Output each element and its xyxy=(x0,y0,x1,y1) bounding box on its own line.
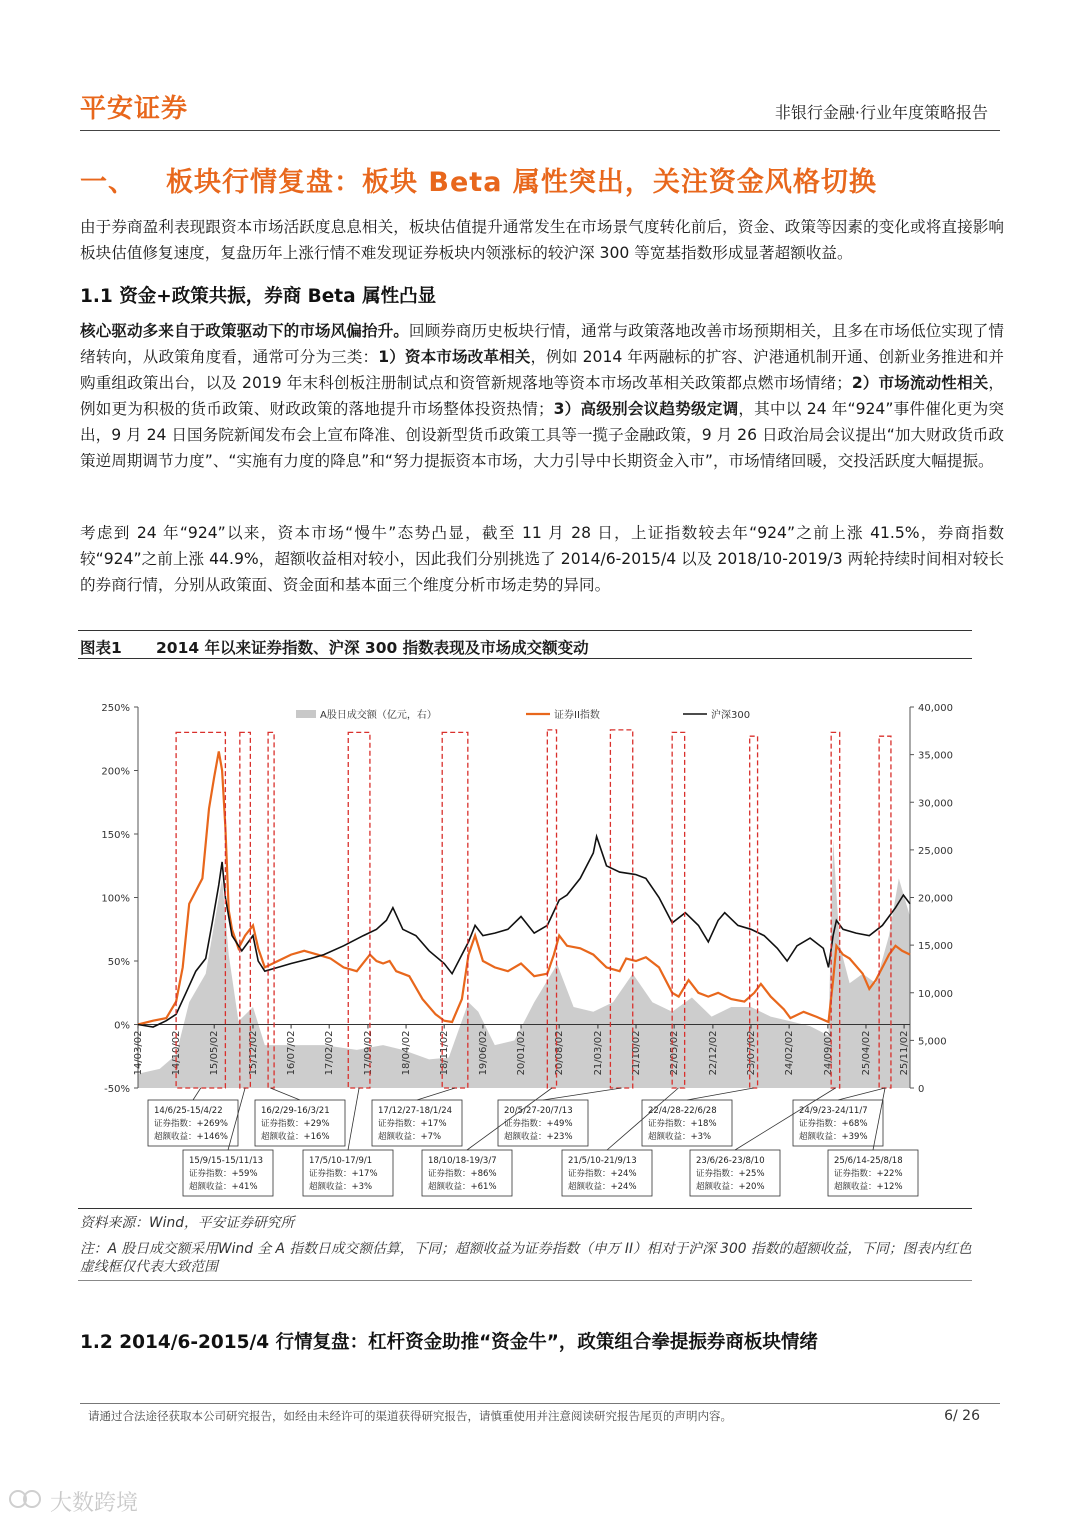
x-tick-label: 21/10/02 xyxy=(631,1030,643,1076)
x-tick-label: 20/01/02 xyxy=(516,1030,528,1076)
annotation-excess: 超额收益：+7% xyxy=(378,1132,442,1142)
annotation-excess: 超额收益：+3% xyxy=(309,1182,373,1192)
annotation-excess: 超额收益：+41% xyxy=(189,1182,258,1192)
section-heading xyxy=(80,160,877,199)
y-right-tick-label: 25,000 xyxy=(918,845,953,857)
annotation-excess: 超额收益：+146% xyxy=(154,1132,228,1142)
company-logo: 平安证券 xyxy=(80,94,189,124)
annotation-excess: 超额收益：+20% xyxy=(696,1182,765,1192)
x-tick-label: 20/08/02 xyxy=(554,1030,566,1076)
annotation-sec: 证券指数：+17% xyxy=(309,1169,378,1179)
y-right-tick-label: 0 xyxy=(918,1084,925,1095)
x-tick-label: 22/05/02 xyxy=(669,1030,681,1076)
figure-title-rule xyxy=(78,658,972,659)
x-tick-label: 23/07/02 xyxy=(746,1030,758,1076)
annotation-connector xyxy=(348,1088,359,1150)
header-divider xyxy=(80,130,1000,131)
point-1-label: 1）资本市场改革相关 xyxy=(378,348,531,366)
annotation-connector xyxy=(543,1088,622,1100)
legend-layer xyxy=(296,708,750,721)
x-tick-label: 25/11/02 xyxy=(899,1030,911,1076)
x-tick-label: 19/06/02 xyxy=(477,1030,489,1076)
y-right-tick-label: 5,000 xyxy=(918,1036,947,1048)
annotation-period: 24/9/23-24/11/7 xyxy=(799,1106,868,1116)
annotation-excess: 超额收益：+16% xyxy=(261,1132,330,1142)
annotation-connector xyxy=(417,1088,455,1100)
legend-label-securities: 证券II指数 xyxy=(554,710,600,721)
selection-paragraph: 考虑到 24 年“924”以来，资本市场“慢牛”态势凸显，截至 11 月 28 日，上证指数较去年“924”之前上涨 41.5%，券商指数较“924”之前上涨 44.9%，超额收益相对较小，因此我们分别挑选了 2014/6-2015/4 以及 2018/10-2019/3 两轮持续时间相对较长的券商行情，分别从政策面、资金面和基本面三个维度分析市场走势的异同。 xyxy=(80,524,1004,594)
watermark-icon xyxy=(8,1488,44,1510)
annotation-period: 25/6/14-25/8/18 xyxy=(834,1156,903,1166)
x-tick-label: 25/04/02 xyxy=(860,1030,872,1076)
annotation-connector xyxy=(270,1088,300,1100)
annotation-excess: 超额收益：+3% xyxy=(648,1132,712,1142)
report-category: 非银行金融·行业年度策略报告 xyxy=(774,103,988,122)
x-tick-label: 17/02/02 xyxy=(324,1030,336,1076)
annotation-sec: 证券指数：+29% xyxy=(261,1119,330,1129)
y-right-tick-label: 30,000 xyxy=(918,798,953,810)
y-left-tick-label: -50% xyxy=(104,1084,130,1095)
series-layer xyxy=(138,751,910,1027)
annotation-sec: 证券指数：+22% xyxy=(834,1169,903,1179)
annotation-sec: 证券指数：+17% xyxy=(378,1119,447,1129)
y-left-tick-label: 100% xyxy=(101,893,130,905)
figure-top-rule xyxy=(78,630,972,631)
annotation-period: 22/4/28-22/6/28 xyxy=(648,1106,717,1116)
figure-bottom-rule xyxy=(78,1208,972,1209)
highlight-box xyxy=(268,732,274,1088)
x-tick-label: 24/09/02 xyxy=(822,1030,834,1076)
annotation-period: 16/2/29-16/3/21 xyxy=(261,1106,330,1116)
point-2-text: ，例如更为积极的货币政策、财政政策的落地提升市场整体投资热情； xyxy=(80,374,1004,418)
x-tick-label: 18/04/02 xyxy=(401,1030,413,1076)
footer-divider xyxy=(80,1403,1000,1404)
subsection-1-2-title: 1.2 2014/6-2015/4 行情复盘：杠杆资金助推“资金牛”，政策组合拳提振券商板块情绪 xyxy=(80,1332,818,1353)
annotation-period: 18/10/18-19/3/7 xyxy=(428,1156,497,1166)
intro-paragraph: 由于券商盈利表现跟资本市场活跃度息息相关，板块估值提升通常发生在市场景气度转化前后，资金、政策等因素的变化或将直接影响板块估值修复速度，复盘历年上涨行情不难发现证券板块内领涨标的较沪深 300 等宽基指数形成显著超额收益。 xyxy=(80,218,1004,262)
annotation-layer xyxy=(148,1088,918,1196)
footer-disclaimer: 请通过合法途径获取本公司研究报告，如经由未经许可的渠道获得研究报告，请慎重使用并注意阅读研究报告尾页的声明内容。 xyxy=(88,1409,732,1423)
section-number: 一、 xyxy=(80,167,136,198)
legend-label-turnover: A股日成交额（亿元，右） xyxy=(320,710,437,721)
x-tick-label: 21/03/02 xyxy=(592,1030,604,1076)
figure-title: 2014 年以来证券指数、沪深 300 指数表现及市场成交额变动 xyxy=(156,639,589,657)
x-tick-label: 17/09/02 xyxy=(362,1030,374,1076)
legend-label-hs300: 沪深300 xyxy=(711,710,751,721)
annotation-period: 14/6/25-15/4/22 xyxy=(154,1106,223,1116)
point-3-label: 3）高级别会议趋势级定调 xyxy=(553,400,739,418)
annotation-connector xyxy=(687,1088,754,1100)
annotation-excess: 超额收益：+23% xyxy=(504,1132,573,1142)
annotation-period: 23/6/26-23/8/10 xyxy=(696,1156,765,1166)
annotation-period: 20/5/27-20/7/13 xyxy=(504,1106,573,1116)
annotation-excess: 超额收益：+12% xyxy=(834,1182,903,1192)
market-chart xyxy=(78,680,972,1200)
y-right-tick-label: 40,000 xyxy=(918,703,953,714)
page-number: 6/ 26 xyxy=(944,1408,980,1424)
y-left-tick-label: 50% xyxy=(107,957,130,968)
x-tick-label: 22/12/02 xyxy=(707,1030,719,1076)
annotation-excess: 超额收益：+39% xyxy=(799,1132,868,1142)
note-bottom-rule xyxy=(78,1280,972,1281)
section-title: 板块行情复盘：板块 Beta 属性突出，关注资金风格切换 xyxy=(166,167,877,198)
annotation-sec: 证券指数：+269% xyxy=(154,1119,228,1129)
point-2-label: 2）市场流动性相关 xyxy=(851,374,989,392)
annotation-sec: 证券指数：+25% xyxy=(696,1169,765,1179)
annotation-period: 17/12/27-18/1/24 xyxy=(378,1106,453,1116)
y-left-tick-label: 0% xyxy=(114,1020,130,1032)
annotation-sec: 证券指数：+59% xyxy=(189,1169,258,1179)
annotation-connector xyxy=(193,1088,201,1100)
y-right-tick-label: 20,000 xyxy=(918,893,953,905)
annotation-sec: 证券指数：+18% xyxy=(648,1119,717,1129)
x-tick-label: 14/10/02 xyxy=(171,1030,183,1076)
legend-swatch-turnover xyxy=(296,710,316,718)
x-tick-label: 18/11/02 xyxy=(439,1030,451,1076)
annotation-excess: 超额收益：+61% xyxy=(428,1182,497,1192)
annotation-excess: 超额收益：+24% xyxy=(568,1182,637,1192)
drivers-paragraph xyxy=(80,318,1004,474)
annotation-sec: 证券指数：+86% xyxy=(428,1169,497,1179)
y-left-tick-label: 250% xyxy=(101,703,130,714)
x-tick-label: 24/02/02 xyxy=(784,1030,796,1076)
securities-index-line xyxy=(138,751,910,1024)
x-tick-label: 16/07/02 xyxy=(286,1030,298,1076)
x-tick-label: 15/05/02 xyxy=(209,1030,221,1076)
y-right-tick-label: 10,000 xyxy=(918,988,953,1000)
point-3-text: ，其中以 24 年“924”事件催化更为突出，9 月 24 日国务院新闻发布会上宣布降准、创设新型货币政策工具等一揽子金融政策，9 月 26 日政治局会议提出“加大财政货币政策逆周期调节力度”、“实施有力度的降息”和“努力提振资本市场，大力引导中长期资金入市”，市场情绪回暖，交投活跃度大幅提振。 xyxy=(80,400,1004,470)
paragraph-text: 回顾券商历史板块行情，通常与政策落地改善市场预期相关，且多在市场低位实现了情绪转向，从政策角度看，通常可分为三类： xyxy=(80,322,1004,366)
figure-source: 资料来源：Wind，平安证券研究所 xyxy=(80,1215,295,1231)
chart-svg xyxy=(78,680,972,1200)
annotation-period: 17/5/10-17/9/1 xyxy=(309,1156,373,1166)
x-tick-label: 15/12/02 xyxy=(247,1030,259,1076)
y-right-tick-label: 35,000 xyxy=(918,750,953,762)
paragraph-lead: 核心驱动多来自于政策驱动下的市场风偏抬升。 xyxy=(80,322,409,340)
annotation-sec: 证券指数：+49% xyxy=(504,1119,573,1129)
annotation-sec: 证券指数：+24% xyxy=(568,1169,637,1179)
annotation-period: 21/5/10-21/9/13 xyxy=(568,1156,637,1166)
annotation-period: 15/9/15-15/11/13 xyxy=(189,1156,264,1166)
figure-tag: 图表1 xyxy=(80,639,122,657)
subsection-1-1-title: 1.1 资金+政策共振，券商 Beta 属性凸显 xyxy=(80,286,437,307)
y-left-tick-label: 200% xyxy=(101,766,130,778)
y-left-tick-label: 150% xyxy=(101,830,130,841)
y-right-tick-label: 15,000 xyxy=(918,941,953,953)
watermark-text: 大数跨境 xyxy=(50,1491,139,1516)
point-1-text: ，例如 2014 年两融标的扩容、沪港通机制开通、创新业务推进和并购重组政策出台，以及 2019 年末科创板注册制试点和资管新规落地等资本市场改革相关政策都点燃市场情绪； xyxy=(80,348,1004,392)
annotation-sec: 证券指数：+68% xyxy=(799,1119,868,1129)
annotation-connector xyxy=(838,1088,885,1100)
x-tick-label: 14/03/02 xyxy=(133,1030,144,1076)
figure-caption xyxy=(80,636,589,658)
figure-note: 注：A 股日成交额采用Wind 全 A 指数日成交额估算，下同；超额收益为证券指数（申万 II）相对于沪深 300 指数的超额收益，下同；图表内红色虚线框仅代表大致范围 xyxy=(80,1241,972,1275)
